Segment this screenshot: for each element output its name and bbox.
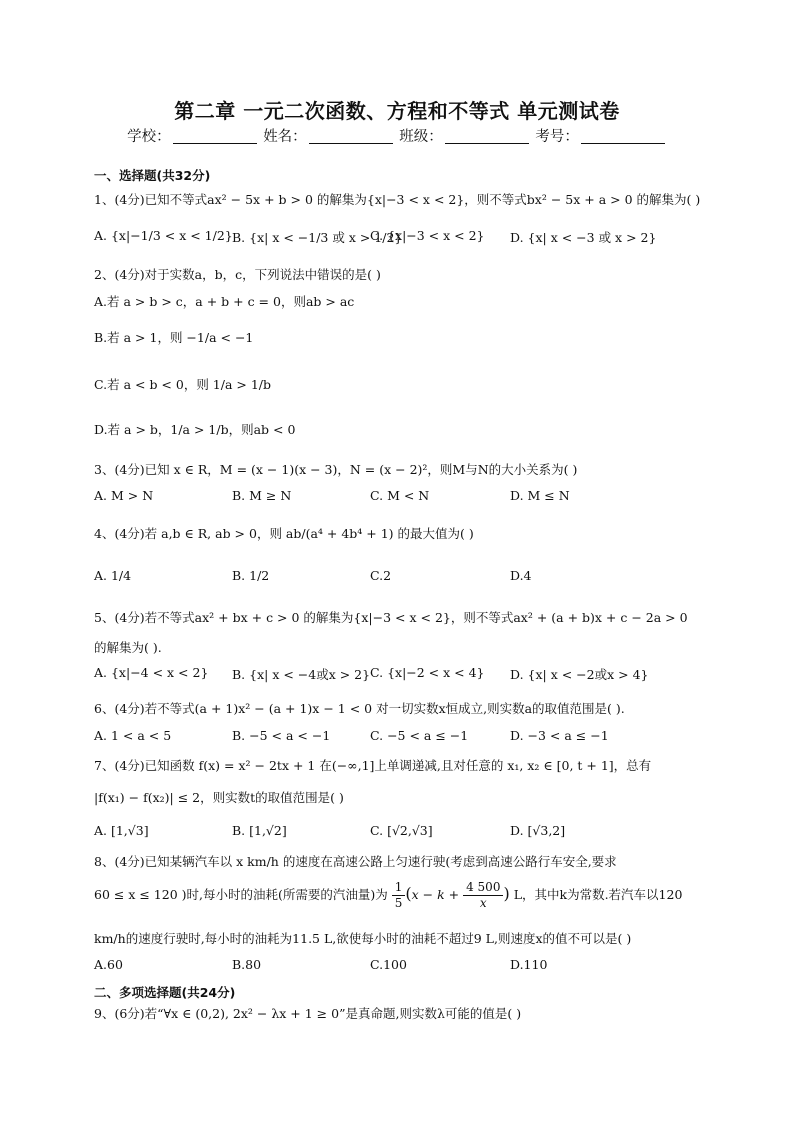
q5-option-a[interactable]: A. {x|−4 < x < 2} — [94, 665, 209, 680]
class-blank[interactable] — [445, 129, 529, 144]
question-7-stem: 7、(4分)已知函数 f(x) = x² − 2tx + 1 在(−∞,1]上单调递减,且对任意的 x₁, x₂ ∈ [0, t + 1]，总有 — [94, 758, 652, 773]
question-1-stem: 1、(4分)已知不等式ax² − 5x + b > 0 的解集为{x|−3 < x < 2}，则不等式bx² − 5x + a > 0 的解集为( ) — [94, 192, 701, 207]
q3-option-b[interactable]: B. M ≥ N — [232, 488, 292, 503]
q4-option-a[interactable]: A. 1/4 — [94, 568, 132, 583]
q3-option-d[interactable]: D. M ≤ N — [510, 488, 570, 503]
q1-option-d[interactable]: D. {x| x < −3 或 x > 2} — [510, 230, 657, 245]
q7-option-d[interactable]: D. [√3,2] — [510, 823, 566, 838]
q3-option-a[interactable]: A. M > N — [94, 488, 154, 503]
question-8-stem-line2: 60 ≤ x ≤ 120 )时,每小时的油耗(所需要的汽油量)为 $\frac{1}{5}$ (x − k + $\frac{4 500}{x}$ ) L，其中k为常数.若汽车以120 — [94, 880, 683, 910]
q6-option-d[interactable]: D. −3 < a ≤ −1 — [510, 728, 609, 743]
q3-option-c[interactable]: C. M < N — [370, 488, 430, 503]
q8-option-c[interactable]: C.100 — [370, 957, 407, 972]
student-info-row — [0, 125, 794, 146]
q5-option-c[interactable]: C. {x|−2 < x < 4} — [370, 665, 485, 680]
q7-option-a[interactable]: A. [1,√3] — [94, 823, 149, 838]
section-heading-single-choice: 一、选择题(共32分) — [94, 168, 211, 183]
q8-condition-end: L，其中k为常数.若汽车以120 — [513, 887, 683, 902]
question-5-stem: 5、(4分)若不等式ax² + bx + c > 0 的解集为{x|−3 < x < 2}，则不等式ax² + (a + b)x + c − 2a > 0 — [94, 610, 688, 625]
number-label: 考号： — [535, 129, 579, 145]
q8-option-b[interactable]: B.80 — [232, 957, 262, 972]
question-2-stem: 2、(4分)对于实数a，b，c，下列说法中错误的是( ) — [94, 267, 381, 282]
q2-option-a[interactable]: A.若 a > b > c，a + b + c = 0，则ab > ac — [94, 294, 355, 309]
question-4-stem: 4、(4分)若 a,b ∈ R, ab > 0，则 ab/(a⁴ + 4b⁴ + 1) 的最大值为( ) — [94, 526, 474, 541]
number-blank[interactable] — [581, 129, 665, 144]
question-6-stem: 6、(4分)若不等式(a + 1)x² − (a + 1)x − 1 < 0 对一切实数x恒成立,则实数a的取值范围是( ). — [94, 701, 625, 716]
q5-option-d[interactable]: D. {x| x < −2或x > 4} — [510, 667, 649, 682]
q7-option-b[interactable]: B. [1,√2] — [232, 823, 287, 838]
question-7-stem-cont: |f(x₁) − f(x₂)| ≤ 2，则实数t的取值范围是( ) — [94, 790, 344, 805]
q2-option-d[interactable]: D.若 a > b，1/a > 1/b，则ab < 0 — [94, 422, 296, 437]
q6-option-a[interactable]: A. 1 < a < 5 — [94, 728, 172, 743]
q1-option-c[interactable]: C. {x|−3 < x < 2} — [370, 228, 485, 243]
q1-option-b[interactable]: B. {x| x < −1/3 或 x > 1/2} — [232, 230, 403, 245]
q4-option-c[interactable]: C.2 — [370, 568, 392, 583]
question-5-stem-cont: 的解集为( ). — [94, 640, 162, 655]
question-9-stem: 9、(6分)若“∀x ∈ (0,2), 2x² − λx + 1 ≥ 0”是真命题,则实数λ可能的值是( ) — [94, 1006, 522, 1021]
q8-fuel-formula: $\frac{1}{5}$ — [392, 880, 406, 911]
q8-option-d[interactable]: D.110 — [510, 957, 548, 972]
question-3-stem: 3、(4分)已知 x ∈ R，M = (x − 1)(x − 3)，N = (x − 2)²，则M与N的大小关系为( ) — [94, 462, 578, 477]
q6-option-b[interactable]: B. −5 < a < −1 — [232, 728, 331, 743]
school-label: 学校： — [127, 129, 171, 145]
page-title: 第二章 一元二次函数、方程和不等式 单元测试卷 — [174, 99, 620, 123]
q7-option-c[interactable]: C. [√2,√3] — [370, 823, 433, 838]
q4-option-b[interactable]: B. 1/2 — [232, 568, 270, 583]
q2-option-b[interactable]: B.若 a > 1，则 −1/a < −1 — [94, 330, 254, 345]
school-blank[interactable] — [173, 129, 257, 144]
q5-option-b[interactable]: B. {x| x < −4或x > 2} — [232, 667, 371, 682]
q1-option-a[interactable]: A. {x|−1/3 < x < 1/2} — [94, 228, 233, 243]
question-8-stem-line3: km/h的速度行驶时,每小时的油耗为11.5 L,欲使每小时的油耗不超过9 L,则速度x的值不可以是( ) — [94, 931, 632, 946]
question-8-stem: 8、(4分)已知某辆汽车以 x km/h 的速度在高速公路上匀速行驶(考虑到高速公路行车安全,要求 — [94, 854, 617, 869]
q8-option-a[interactable]: A.60 — [94, 957, 123, 972]
class-label: 班级： — [399, 129, 443, 145]
q8-condition: 60 ≤ x ≤ 120 )时,每小时的油耗(所需要的汽油量)为 — [94, 887, 388, 902]
section-heading-multi-choice: 二、多项选择题(共24分) — [94, 985, 236, 1000]
q6-option-c[interactable]: C. −5 < a ≤ −1 — [370, 728, 469, 743]
q2-option-c[interactable]: C.若 a < b < 0，则 1/a > 1/b — [94, 377, 271, 392]
name-blank[interactable] — [309, 129, 393, 144]
q4-option-d[interactable]: D.4 — [510, 568, 532, 583]
name-label: 姓名： — [263, 129, 307, 145]
